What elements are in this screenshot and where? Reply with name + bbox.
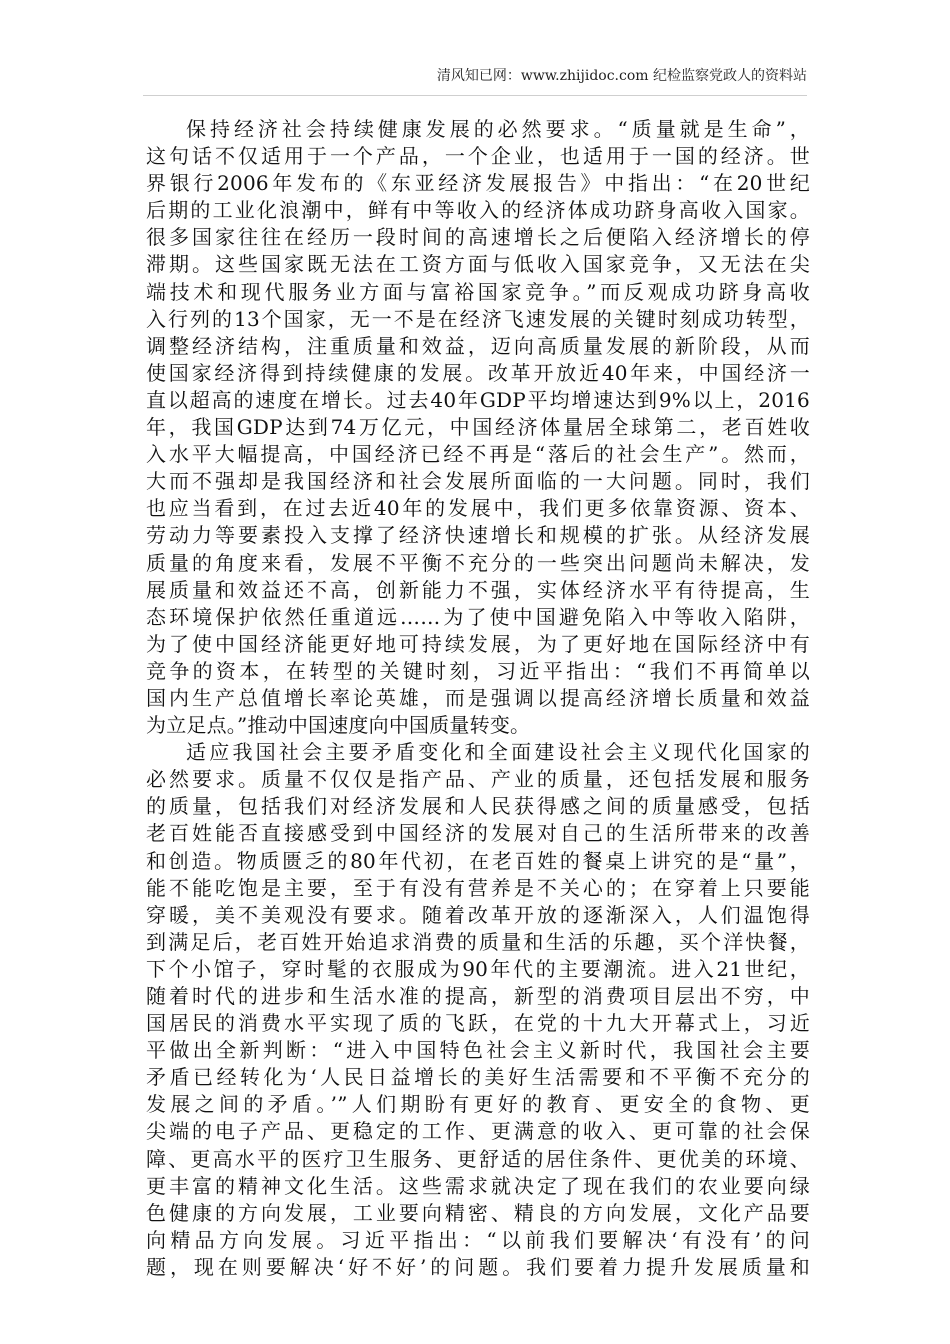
- text-line: 也应当看到，在过去近40年的发展中，我们更多依靠资源、资本、: [146, 496, 810, 521]
- text-line: 国内生产总值增长率论英雄，而是强调以提高经济增长质量和效益: [146, 685, 810, 710]
- text-line: 平做出全新判断：“进入中国特色社会主义新时代，我国社会主要: [146, 1038, 810, 1063]
- text-line: 和创造。物质匮乏的80年代初，在老百姓的餐桌上讲究的是“量”，: [146, 848, 810, 873]
- text-line: 态环境保护依然任重道远……为了使中国避免陷入中等收入陷阱，: [146, 604, 810, 629]
- page-header: 清风知已网：www.zhijidoc.com 纪检监察党政人的资料站: [436, 68, 807, 84]
- text-line: 劳动力等要素投入支撑了经济快速增长和规模的扩张。从经济发展: [146, 523, 810, 548]
- text-line: 色健康的方向发展，工业要向精密、精良的方向发展，文化产品要: [146, 1200, 810, 1225]
- document-body: [146, 116, 810, 1281]
- text-line: 必然要求。质量不仅仅是指产品、产业的质量，还包括发展和服务: [146, 767, 810, 792]
- text-line: 入行列的13个国家，无一不是在经济飞速发展的关键时刻成功转型，: [146, 306, 810, 331]
- text-line: 发展之间的矛盾。’”人们期盼有更好的教育、更安全的食物、更: [146, 1092, 810, 1117]
- text-line: 后期的工业化浪潮中，鲜有中等收入的经济体成功跻身高收入国家。: [146, 198, 810, 223]
- text-line: 的质量，包括我们对经济发展和人民获得感之间的质量感受，包括: [146, 794, 810, 819]
- text-line: 很多国家往往在经历一段时间的高速增长之后便陷入经济增长的停: [146, 225, 810, 250]
- text-line: 下个小馆子，穿时髦的衣服成为90年代的主要潮流。进入21世纪，: [146, 956, 810, 981]
- text-line: 为了使中国经济能更好地可持续发展，为了更好地在国际经济中有: [146, 631, 810, 656]
- text-line: 大而不强却是我国经济和社会发展所面临的一大问题。同时，我们: [146, 469, 810, 494]
- text-line: 直以超高的速度在增长。过去40年GDP平均增速达到9%以上，2016: [146, 387, 810, 412]
- text-line: 为立足点。”推动中国速度向中国质量转变。: [146, 713, 531, 738]
- text-line: 滞期。这些国家既无法在工资方面与低收入国家竞争，又无法在尖: [146, 252, 810, 277]
- text-line: 调整经济结构，注重质量和效益，迈向高质量发展的新阶段，从而: [146, 333, 810, 358]
- text-line: 障、更高水平的医疗卫生服务、更舒适的居住条件、更优美的环境、: [146, 1146, 810, 1171]
- text-line: 更丰富的精神文化生活。这些需求就决定了现在我们的农业要向绿: [146, 1173, 810, 1198]
- text-line: 这句话不仅适用于一个产品，一个企业，也适用于一国的经济。世: [146, 144, 810, 169]
- text-line: 质量的角度来看，发展不平衡不充分的一些突出问题尚未解决，发: [146, 550, 810, 575]
- text-line: 入水平大幅提高，中国经济已经不再是“落后的社会生产”。然而，: [146, 442, 810, 467]
- text-line: 能不能吃饱是主要，至于有没有营养是不关心的；在穿着上只要能: [146, 875, 810, 900]
- text-line: 界银行2006年发布的《东亚经济发展报告》中指出：“在20世纪: [146, 171, 810, 196]
- paragraph-1: [146, 116, 810, 739]
- text-line: 尖端的电子产品、更稳定的工作、更满意的收入、更可靠的社会保: [146, 1119, 810, 1144]
- text-line: 老百姓能否直接感受到中国经济的发展对自己的生活所带来的改善: [146, 821, 810, 846]
- header-divider: [143, 95, 807, 96]
- text-line: 展质量和效益还不高，创新能力不强，实体经济水平有待提高，生: [146, 577, 810, 602]
- text-line: 竞争的资本，在转型的关键时刻，习近平指出：“我们不再简单以: [146, 658, 810, 683]
- text-line: 使国家经济得到持续健康的发展。改革开放近40年来，中国经济一: [146, 360, 810, 385]
- text-line: 向精品方向发展。习近平指出：“以前我们要解决‘有没有’的问: [146, 1227, 810, 1252]
- text-line: 穿暖，美不美观没有要求。随着改革开放的逐渐深入，人们温饱得: [146, 902, 810, 927]
- text-line: 年，我国GDP达到74万亿元，中国经济体量居全球第二，老百姓收: [146, 415, 810, 440]
- paragraph-2: [146, 739, 810, 1281]
- text-line: 随着时代的进步和生活水准的提高，新型的消费项目层出不穷，中: [146, 984, 810, 1008]
- text-line: 国居民的消费水平实现了质的飞跃，在党的十九大开幕式上，习近: [146, 1011, 810, 1036]
- text-line: 保持经济社会持续健康发展的必然要求。“质量就是生命”，: [186, 117, 810, 141]
- text-line: 矛盾已经转化为‘人民日益增长的美好生活需要和不平衡不充分的: [146, 1065, 810, 1090]
- text-line: 题，现在则要解决‘好不好’的问题。我们要着力提升发展质量和: [146, 1254, 810, 1279]
- text-line: 端技术和现代服务业方面与富裕国家竞争。”而反观成功跻身高收: [146, 279, 810, 304]
- text-line: 适应我国社会主要矛盾变化和全面建设社会主义现代化国家的: [186, 740, 810, 765]
- text-line: 到满足后，老百姓开始追求消费的质量和生活的乐趣，买个洋快餐，: [146, 929, 810, 954]
